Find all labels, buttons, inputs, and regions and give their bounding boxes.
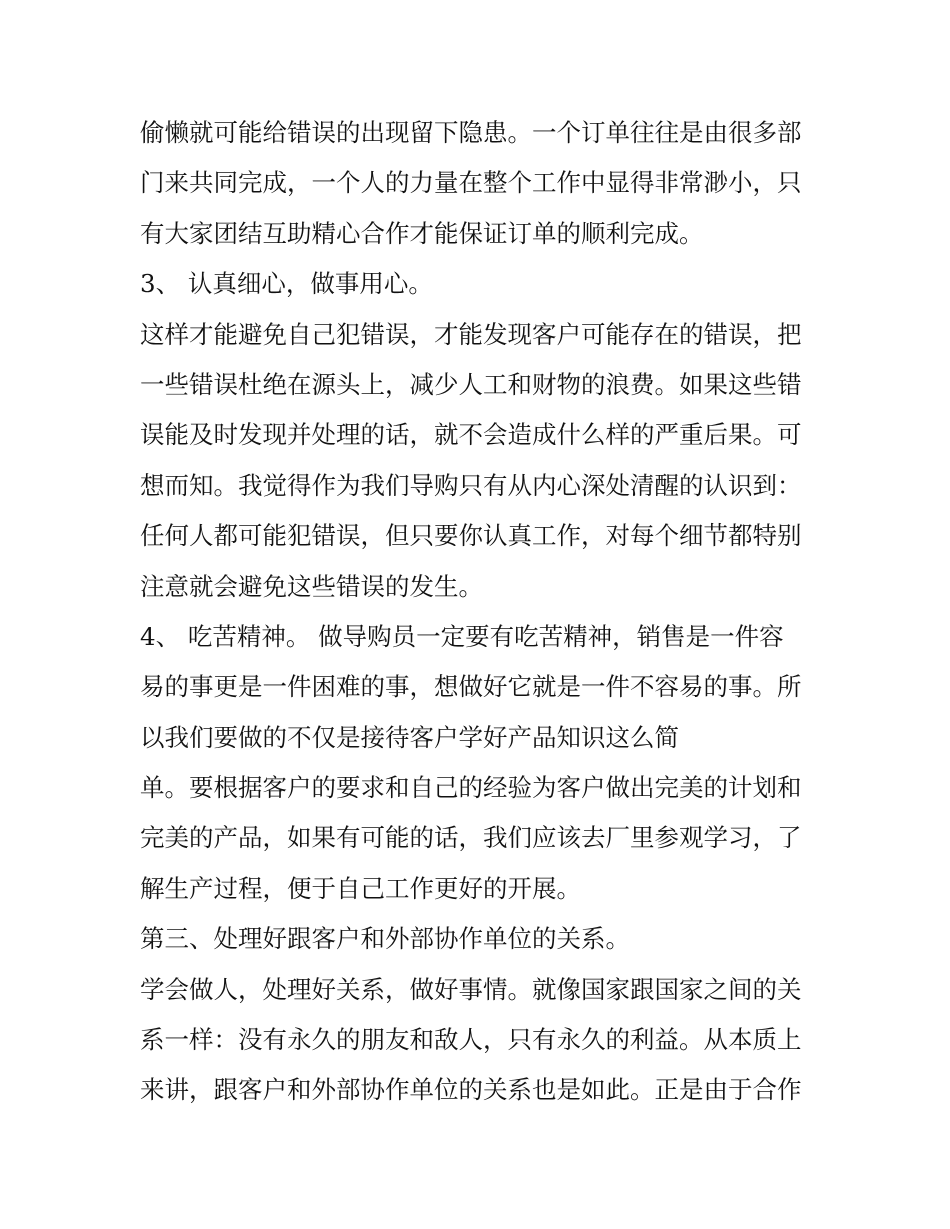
text-line: 易的事更是一件困难的事，想做好它就是一件不容易的事。所: [140, 672, 802, 702]
text-line: 完美的产品，如果有可能的话，我们应该去厂里参观学习，了: [140, 823, 802, 853]
text-line: 来讲，跟客户和外部协作单位的关系也是如此。正是由于合作: [140, 1075, 802, 1105]
section-heading-3: 3、 认真细心，做事用心。: [140, 269, 433, 299]
section-heading-4: 4、 吃苦精神。 做导购员一定要有吃苦精神，销售是一件容: [140, 621, 784, 651]
section-heading-third: 第三、处理好跟客户和外部协作单位的关系。: [140, 924, 630, 954]
text-line: 这样才能避免自己犯错误，才能发现客户可能存在的错误，把: [140, 319, 802, 349]
text-line: 门来共同完成，一个人的力量在整个工作中显得非常渺小，只: [140, 168, 802, 198]
text-line: 单。要根据客户的要求和自己的经验为客户做出完美的计划和: [140, 773, 802, 803]
text-line: 想而知。我觉得作为我们导购只有从内心深处清醒的认识到：: [140, 470, 802, 500]
text-line: 偷懒就可能给错误的出现留下隐患。一个订单往往是由很多部: [140, 118, 802, 147]
text-line: 系一样：没有永久的朋友和敌人，只有永久的利益。从本质上: [140, 1025, 802, 1055]
text-line: 一些错误杜绝在源头上，减少人工和财物的浪费。如果这些错: [140, 369, 802, 399]
text-line: 误能及时发现并处理的话，就不会造成什么样的严重后果。可: [140, 420, 802, 450]
text-line: 注意就会避免这些错误的发生。: [140, 571, 483, 601]
text-line: 以我们要做的不仅是接待客户学好产品知识这么简: [140, 722, 679, 752]
text-line: 学会做人，处理好关系，做好事情。就像国家跟国家之间的关: [140, 974, 802, 1004]
text-line: 解生产过程，便于自己工作更好的开展。: [140, 873, 581, 903]
text-line: 任何人都可能犯错误，但只要你认真工作，对每个细节都特别: [140, 521, 802, 551]
body-text: [140, 108, 820, 1116]
text-line: 有大家团结互助精心合作才能保证订单的顺利完成。: [140, 218, 704, 248]
